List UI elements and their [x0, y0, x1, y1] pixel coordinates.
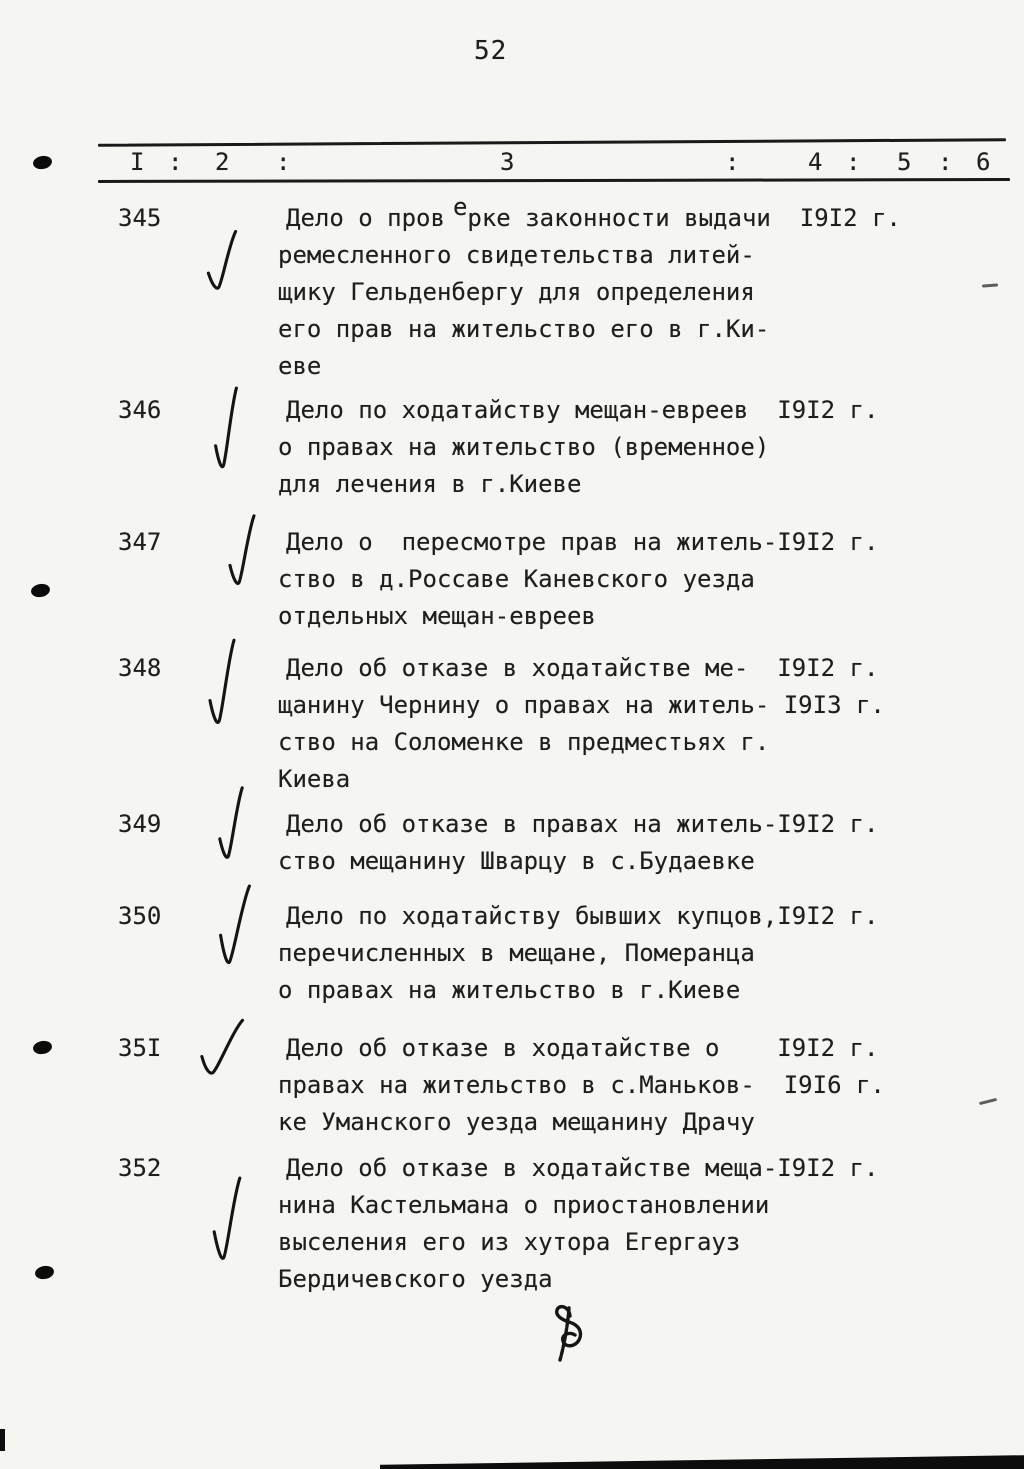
column-separator: : [725, 148, 740, 176]
entry-line: отдельных мещан-евреев [278, 602, 596, 630]
margin-dot [30, 582, 51, 598]
entry-number: 345 [118, 204, 162, 232]
entry-line: перечисленных в мещане, Померанца [278, 939, 755, 967]
entry-line: Дело об отказе в ходатайстве ме- I9I2 г. [286, 654, 879, 682]
margin-dot [32, 1039, 53, 1055]
inventory-entry-349 [118, 806, 878, 880]
margin-dot [32, 154, 53, 170]
entry-description [278, 1150, 878, 1298]
table-header-rule-bottom [98, 178, 1010, 183]
entry-number: 346 [118, 396, 162, 424]
entry-line: Дело об отказе в правах на житель-I9I2 г. [286, 810, 879, 838]
inventory-entry-345 [118, 193, 901, 385]
entry-line: для лечения в г.Киеве [278, 470, 582, 498]
inventory-entry-352 [118, 1150, 878, 1298]
entry-number: 349 [118, 810, 162, 838]
entry-description [278, 392, 878, 503]
column-header-5: 5 [897, 148, 912, 176]
entry-line: щанину Чернину о правах на житель- I9I3 г. [278, 691, 885, 719]
entry-description [278, 193, 901, 385]
entry-line: выселения его из хутора Егергауз [278, 1228, 741, 1256]
entry-line: ке Уманского уезда мещанину Драчу [278, 1108, 755, 1136]
entry-line: его прав на жительство его в г.Ки- [278, 315, 770, 343]
column-header-4: 4 [808, 148, 823, 176]
entry-line: ство мещанину Шварцу в с.Будаевке [278, 847, 755, 875]
scan-edge-artifact [0, 1429, 5, 1451]
entry-number: 35I [118, 1034, 162, 1062]
checkmark-icon [195, 806, 278, 880]
column-separator: : [168, 148, 183, 176]
column-separator: : [276, 148, 291, 176]
entry-line: Бердичевского уезда [278, 1265, 553, 1293]
entry-line: Дело о пров ерке законности выдачи I9I2 г. [278, 200, 901, 237]
entry-description [278, 524, 878, 635]
entry-number: 347 [118, 528, 162, 556]
column-separator: : [938, 148, 953, 176]
checkmark-icon [195, 1030, 278, 1141]
handwritten-mark [548, 1302, 588, 1368]
table-header-rule-top [98, 138, 1006, 147]
inventory-entry-351 [118, 1030, 885, 1141]
inventory-entry-346 [118, 392, 878, 503]
entry-line: Дело по ходатайству бывших купцов,I9I2 г. [286, 902, 879, 930]
page-number: 52 [474, 36, 508, 66]
entry-line: Киева [278, 765, 351, 793]
entry-line: правах на жительство в с.Маньков- I9I6 г. [278, 1071, 885, 1099]
inventory-entry-348 [118, 650, 885, 798]
column-header-2: 2 [215, 148, 230, 176]
inventory-entry-350 [118, 898, 878, 1009]
entry-description [278, 806, 878, 880]
column-separator: : [846, 148, 861, 176]
entry-description [278, 898, 878, 1009]
column-header-1: I [130, 148, 145, 176]
entry-line: еве [278, 352, 322, 380]
entry-line: Дело об отказе в ходатайстве меща-I9I2 г. [286, 1154, 879, 1182]
entry-line: щику Гельденбергу для определения [278, 278, 755, 306]
entry-line: Дело по ходатайству мещан-евреев I9I2 г. [286, 396, 879, 424]
inventory-entry-347 [118, 524, 878, 635]
entry-line: ремесленного свидетельства литей- [278, 241, 755, 269]
checkmark-icon [195, 898, 278, 1009]
entry-line: ство на Соломенке в предместьях г. [278, 728, 770, 756]
checkmark-icon [195, 1150, 278, 1298]
checkmark-icon [195, 650, 278, 798]
entry-number: 352 [118, 1154, 162, 1182]
column-header-3: 3 [500, 148, 515, 176]
entry-description [278, 1030, 885, 1141]
entry-line: о правах на жительство (временное) [278, 433, 770, 461]
stray-mark [982, 283, 998, 287]
checkmark-icon [195, 200, 278, 385]
entry-description [278, 650, 885, 798]
scan-edge-artifact [380, 1454, 1024, 1469]
entry-number: 350 [118, 902, 162, 930]
superscript-correction: е [452, 193, 468, 221]
entry-number: 348 [118, 654, 162, 682]
entry-line: Дело о пересмотре прав на житель-I9I2 г. [286, 528, 879, 556]
entry-line: Дело об отказе в ходатайстве о I9I2 г. [286, 1034, 879, 1062]
entry-line: нина Кастельмана о приостановлении [278, 1191, 770, 1219]
margin-dot [34, 1264, 55, 1280]
entry-line: ство в д.Россаве Каневского уезда [278, 565, 755, 593]
stray-mark [979, 1098, 997, 1105]
checkmark-icon [195, 392, 278, 503]
entry-line: о правах на жительство в г.Киеве [278, 976, 741, 1004]
column-header-6: 6 [976, 148, 991, 176]
